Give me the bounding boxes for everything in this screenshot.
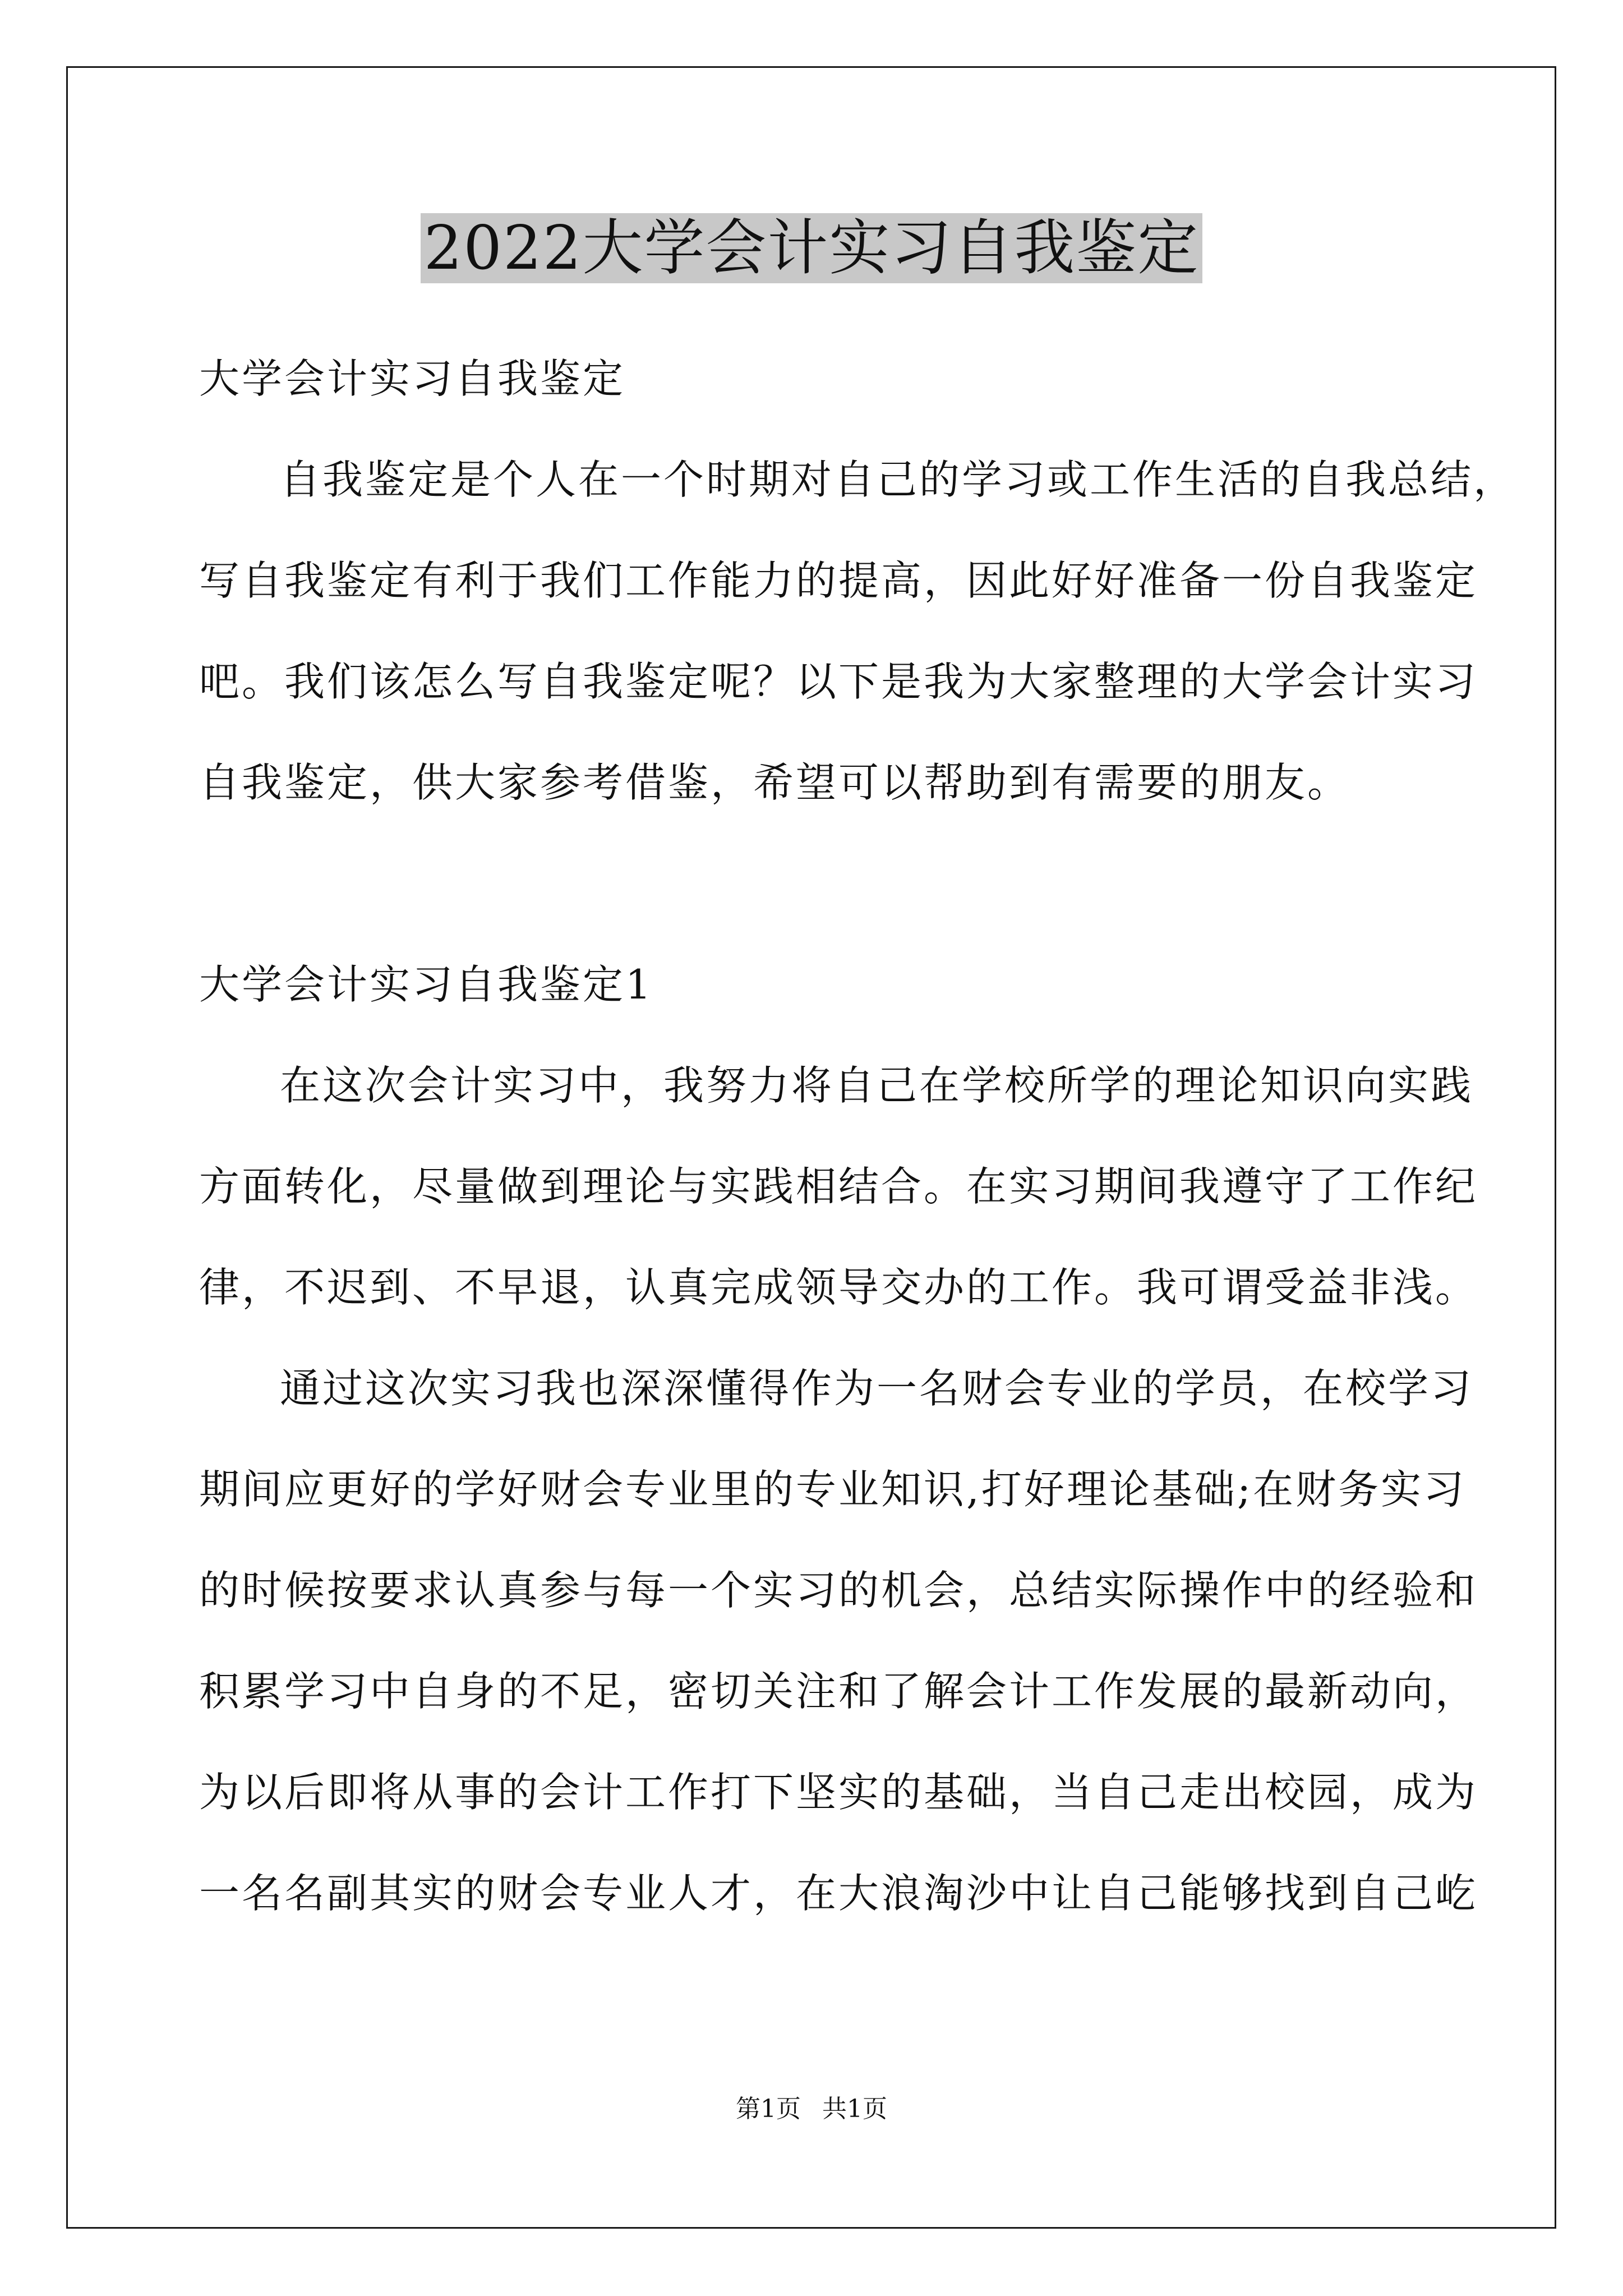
document-title-text: 2022大学会计实习自我鉴定 [421, 213, 1203, 283]
paragraph-line: 通过这次实习我也深深懂得作为一名财会专业的学员，在校学习 [280, 1365, 1474, 1412]
section-heading: 大学会计实习自我鉴定1 [199, 961, 653, 1008]
intro-line: 吧。我们该怎么写自我鉴定呢？以下是我为大家整理的大学会计实习 [199, 658, 1478, 705]
paragraph-line: 在这次会计实习中，我努力将自己在学校所学的理论知识向实践 [280, 1062, 1474, 1109]
paragraph-line: 为以后即将从事的会计工作打下坚实的基础，当自己走出校园，成为 [199, 1769, 1478, 1816]
paragraph-line: 的时候按要求认真参与每一个实习的机会，总结实际操作中的经验和 [199, 1567, 1478, 1614]
document-body [199, 328, 1516, 1944]
paragraph-gap [199, 833, 1427, 934]
document-title [0, 206, 1623, 291]
intro-line: 自我鉴定是个人在一个时期对自己的学习或工作生活的自我总结， [280, 456, 1516, 503]
paragraph-line: 方面转化，尽量做到理论与实践相结合。在实习期间我遵守了工作纪 [199, 1163, 1478, 1210]
paragraph-line: 期间应更好的学好财会专业里的专业知识,打好理论基础;在财务实习 [199, 1466, 1467, 1513]
intro-line: 自我鉴定，供大家参考借鉴，希望可以帮助到有需要的朋友。 [199, 759, 1350, 806]
page-footer: 第1页 共1页 [736, 2095, 887, 2123]
subtitle: 大学会计实习自我鉴定 [199, 355, 626, 402]
paragraph-line: 一名名副其实的财会专业人才，在大浪淘沙中让自己能够找到自己屹 [199, 1870, 1478, 1917]
paragraph-line: 律，不迟到、不早退，认真完成领导交办的工作。我可谓受益非浅。 [199, 1264, 1478, 1311]
paragraph-line: 积累学习中自身的不足，密切关注和了解会计工作发展的最新动向， [199, 1668, 1478, 1715]
intro-line: 写自我鉴定有利于我们工作能力的提高，因此好好准备一份自我鉴定 [199, 557, 1478, 604]
